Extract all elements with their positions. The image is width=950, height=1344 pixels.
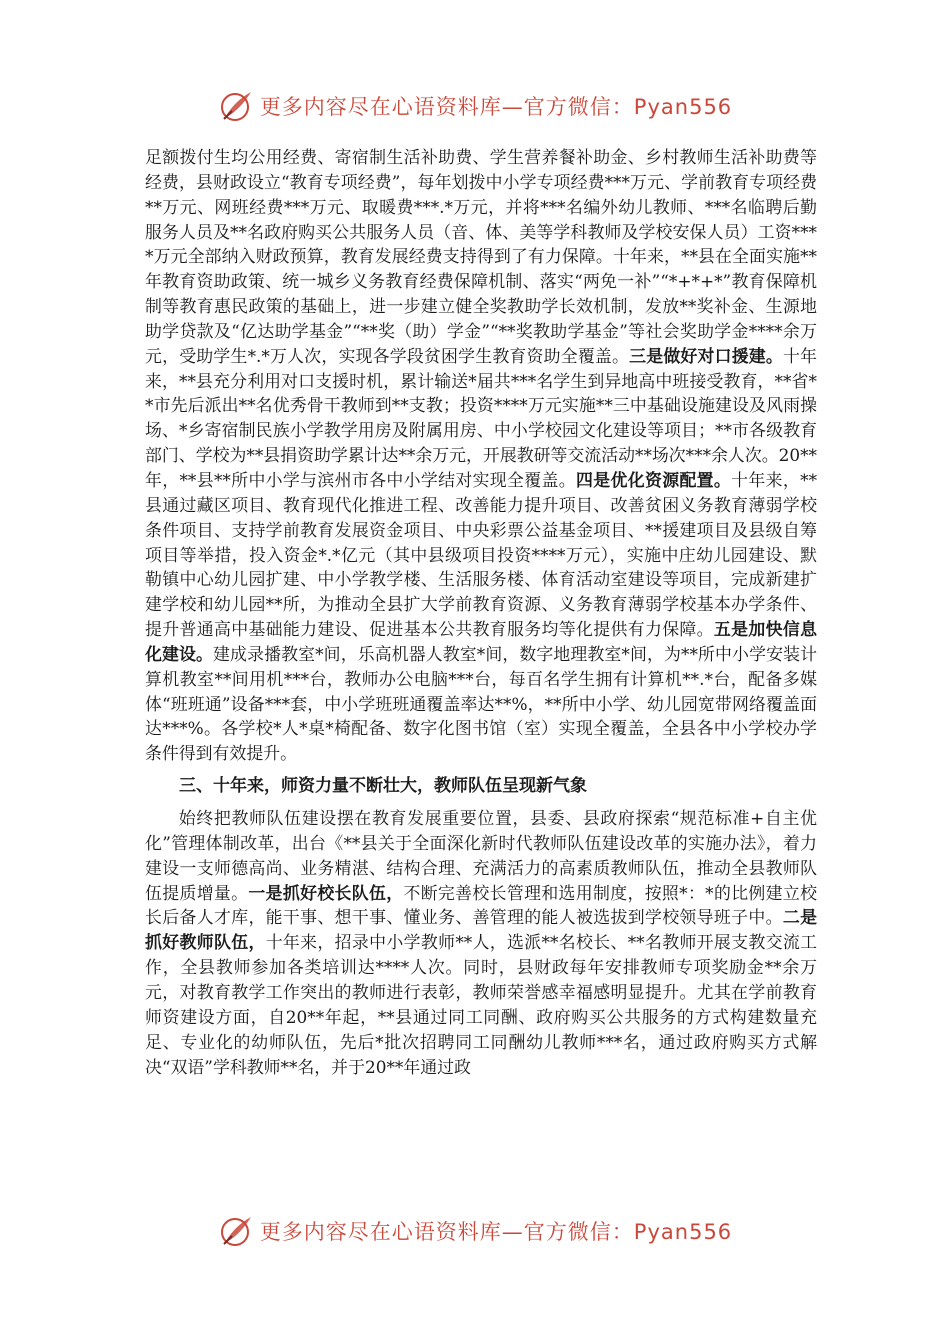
bold-run-informatization: 五是加快信息化建设。	[145, 619, 818, 664]
text-run: 不断完善校长管理和选用制度，按照*：*的比例建立校长后备人才库，能干事、想干事、懂业务、善管理的能人被选拔到学校领导班子中。	[145, 882, 818, 928]
text-run: 十年来，招录中小学教师**人，选派**名校长、**名教师开展支教交流工作，全县教师参加各类培训达****人次。同时，县财政每年安排教师专项奖励金**余万元，对教育教学工作突出的教师进行表彰，教师荣誉感幸福感明显提升。尤其在学前教育师资建设方面，自20**年起，**县通过同工同酬、政府购买公共服务的方式构建数量充足、专业化的幼师队伍，先后*批次招聘同工同酬幼儿教师***名，通过政府购买方式解决“双语”学科教师**名，并于20**年通过政	[145, 932, 818, 1077]
bold-run-counterpart-aid: 三是做好对口援建。	[629, 345, 784, 366]
bold-run-teacher-team: 二是抓好教师队伍，	[145, 907, 818, 953]
text-run: 足额拨付生均公用经费、寄宿制生活补助费、学生营养餐补助金、乡村教师生活补助费等经费，县财政设立“教育专项经费”，每年划拨中小学专项经费***万元、学前教育专项经费**万元、网班经费***万元、取暖费***.*万元，并将***名编外幼儿教师、***名临聘后勤服务人员及**名政府购买公共服务人员（音、体、美等学科教师及学校安保人员）工资****万元全部纳入财政预算，教育发展经费支持得到了有力保障。十年来，**县在全面实施**年教育资助政策、统一城乡义务教育经费保障机制、落实“两免一补”“*+*+*”教育保障机制等教育惠民政策的基础上，进一步建立健全奖教助学长效机制，发放**奖补金、生源地助学贷款及“亿达助学基金”“**奖（助）学金”“**奖教助学基金”等社会奖助学金****余万元，受助学生*.*万人次，实现各学段贫困学生教育资助全覆盖。	[145, 147, 817, 366]
section-heading-teachers: 三、十年来，师资力量不断壮大，教师队伍呈现新气象	[179, 776, 587, 797]
text-run: 十年来，**县充分利用对口支援时机，累计输送*届共***名学生到异地高中班接受教育，**省**市先后派出**名优秀骨干教师到**支教；投资****万元实施**三中基础设施建设及风雨操场、*乡寄宿制民族小学教学用房及附属用房、中小学校园文化建设等项目；**市各级教育部门、学校为**县捐资助学累计达**余万元，开展教研等交流活动**场次***余人次。20**年，**县**所中小学与滨州市各中小学结对实现全覆盖。	[145, 345, 818, 490]
watermark-text: 更多内容尽在心语资料库—官方微信：Pyan556	[259, 95, 733, 119]
watermark-header	[0, 86, 950, 126]
text-run: 建成录播教室*间，乐高机器人教室*间，数字地理教室*间，为**所中小学安装计算机教室**间用机***台，教师办公电脑***台，每百名学生拥有计算机**.*台，配备多媒体“班班通”设备***套，中小学班班通覆盖率达**%，**所中小学、幼儿园宽带网络覆盖面达***%。各学校*人*桌*椅配备、数字化图书馆（室）实现全覆盖，全县各中小学校办学条件得到有效提升。	[145, 643, 817, 764]
document-body	[145, 145, 817, 1079]
watermark-text: 更多内容尽在心语资料库—官方微信：Pyan556	[259, 1220, 733, 1244]
paragraph-funding-and-construction	[145, 145, 817, 766]
feather-pen-logo-icon	[218, 1213, 254, 1249]
bold-run-principal-team: 一是抓好校长队伍，	[248, 882, 404, 903]
text-run: 十年来，**县通过藏区项目、教育现代化推进工程、改善能力提升项目、改善贫困义务教育薄弱学校条件项目、支持学前教育发展资金项目、中央彩票公益基金项目、**援建项目及县级自筹项目等举措，投入资金*.*亿元（其中县级项目投资****万元），实施中庄幼儿园建设、默勒镇中心幼儿园扩建、中小学教学楼、生活服务楼、体育活动室建设等项目，完成新建扩建学校和幼儿园**所，为推动全县扩大学前教育资源、义务教育薄弱学校基本办学条件、提升普通高中基础能力建设、促进基本公共教育服务均等化提供有力保障。	[145, 469, 818, 640]
paragraph-teacher-team	[145, 806, 817, 1079]
bold-run-resource-allocation: 四是优化资源配置。	[576, 469, 732, 490]
text-run: 始终把教师队伍建设摆在教育发展重要位置，县委、县政府探索“规范标准+自主优化”管理体制改革，出台《**县关于全面深化新时代教师队伍建设改革的实施办法》，着力建设一支师德高尚、业务精湛、结构合理、充满活力的高素质教师队伍，推动全县教师队伍提质增量。	[145, 808, 817, 903]
watermark-footer	[0, 1211, 950, 1251]
feather-pen-logo-icon	[218, 88, 254, 124]
